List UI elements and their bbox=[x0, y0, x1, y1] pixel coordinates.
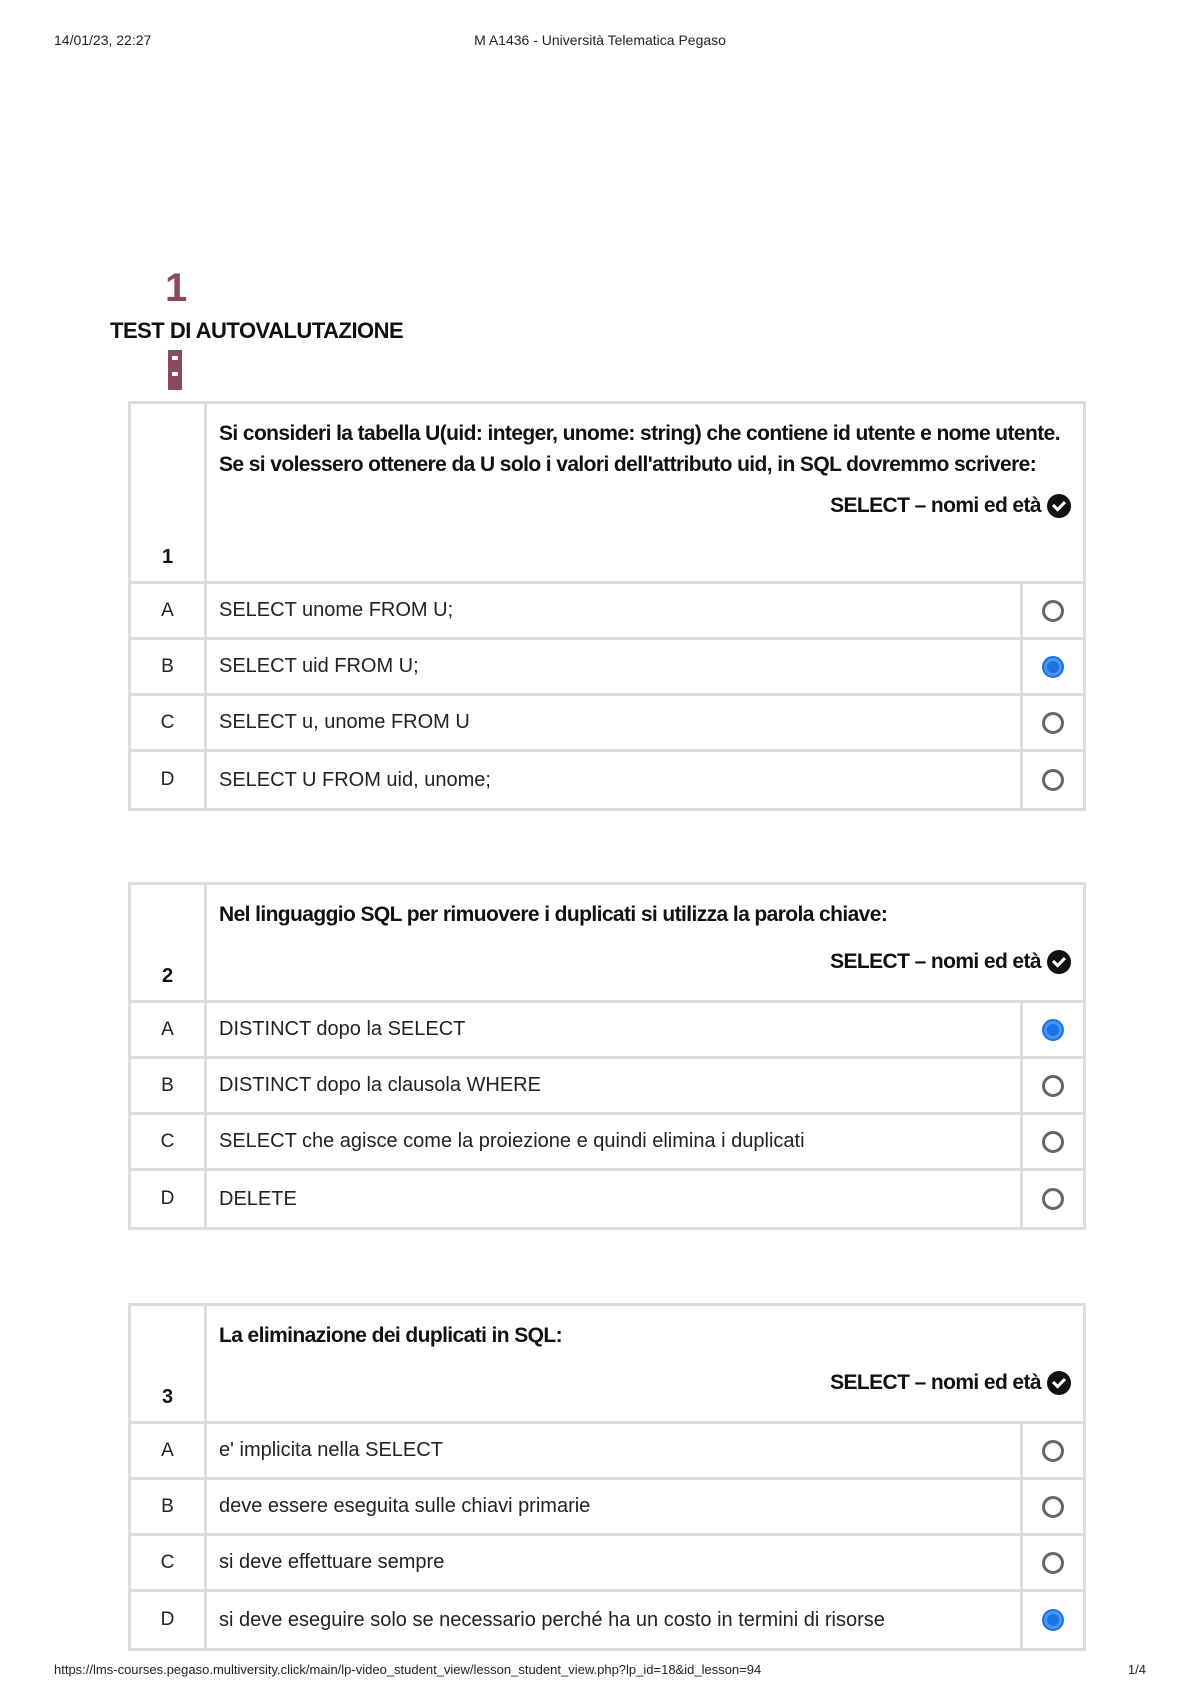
option-text: si deve eseguire solo se necessario perché ha un costo in termini di risorse bbox=[207, 1592, 1023, 1648]
question-topic-label: SELECT – nomi ed età bbox=[830, 494, 1041, 517]
radio-button-selected[interactable] bbox=[1042, 1609, 1064, 1631]
question-header bbox=[131, 885, 1083, 1003]
question-text: Nel linguaggio SQL per rimuovere i duplicati si utilizza la parola chiave: bbox=[219, 903, 888, 926]
question-topic bbox=[219, 950, 1071, 974]
radio-button-selected[interactable] bbox=[1042, 656, 1064, 678]
answer-option[interactable] bbox=[131, 1003, 1083, 1059]
option-text: DISTINCT dopo la clausola WHERE bbox=[207, 1059, 1023, 1112]
radio-button[interactable] bbox=[1042, 1075, 1064, 1097]
answer-option[interactable] bbox=[131, 1171, 1083, 1227]
option-letter: A bbox=[131, 1424, 207, 1477]
answer-option[interactable] bbox=[131, 1115, 1083, 1171]
option-text: DISTINCT dopo la SELECT bbox=[207, 1003, 1023, 1056]
check-circle-icon bbox=[1047, 494, 1071, 518]
option-letter: B bbox=[131, 1059, 207, 1112]
page-title: TEST DI AUTOVALUTAZIONE bbox=[110, 318, 404, 343]
radio-button[interactable] bbox=[1042, 1131, 1064, 1153]
option-text: SELECT u, unome FROM U bbox=[207, 696, 1023, 749]
question-number-cell bbox=[131, 885, 207, 1000]
option-text: DELETE bbox=[207, 1171, 1023, 1227]
question-body bbox=[207, 885, 1083, 1000]
question-number: 3 bbox=[161, 1386, 174, 1408]
radio-button[interactable] bbox=[1042, 769, 1064, 791]
option-letter: D bbox=[131, 752, 207, 808]
answer-option[interactable] bbox=[131, 1480, 1083, 1536]
answer-option[interactable] bbox=[131, 1536, 1083, 1592]
option-text: si deve effettuare sempre bbox=[207, 1536, 1023, 1589]
question-table-1 bbox=[128, 401, 1086, 811]
radio-button[interactable] bbox=[1042, 712, 1064, 734]
radio-button[interactable] bbox=[1042, 600, 1064, 622]
option-text: SELECT che agisce come la proiezione e quindi elimina i duplicati bbox=[207, 1115, 1023, 1168]
question-header bbox=[131, 404, 1083, 584]
page-count: 1/4 bbox=[1127, 1662, 1146, 1677]
option-letter: A bbox=[131, 584, 207, 637]
option-text: deve essere eseguita sulle chiavi primarie bbox=[207, 1480, 1023, 1533]
answer-option[interactable] bbox=[131, 1059, 1083, 1115]
option-letter: B bbox=[131, 1480, 207, 1533]
check-circle-icon bbox=[1047, 950, 1071, 974]
option-text: SELECT uid FROM U; bbox=[207, 640, 1023, 693]
question-number-cell bbox=[131, 404, 207, 581]
option-text: SELECT unome FROM U; bbox=[207, 584, 1023, 637]
answer-option[interactable] bbox=[131, 584, 1083, 640]
question-body bbox=[207, 404, 1083, 581]
page-url: https://lms-courses.pegaso.multiversity.click/main/lp-video_student_view/lesson_student_view.php?lp_id=18&id_lesson=94 bbox=[54, 1662, 762, 1677]
option-text: e' implicita nella SELECT bbox=[207, 1424, 1023, 1477]
question-topic-label: SELECT – nomi ed età bbox=[830, 950, 1041, 973]
check-circle-icon bbox=[1047, 1371, 1071, 1395]
option-text: SELECT U FROM uid, unome; bbox=[207, 752, 1023, 808]
radio-button[interactable] bbox=[1042, 1552, 1064, 1574]
answer-option[interactable] bbox=[131, 640, 1083, 696]
print-header bbox=[54, 32, 1146, 52]
question-table-3 bbox=[128, 1303, 1086, 1651]
radio-button[interactable] bbox=[1042, 1440, 1064, 1462]
option-letter: D bbox=[131, 1171, 207, 1227]
question-text: La eliminazione dei duplicati in SQL: bbox=[219, 1324, 563, 1347]
print-footer bbox=[54, 1662, 1146, 1682]
print-page-title: M A1436 - Università Telematica Pegaso bbox=[474, 32, 726, 48]
question-topic bbox=[219, 494, 1071, 518]
option-letter: C bbox=[131, 1536, 207, 1589]
question-table-2 bbox=[128, 882, 1086, 1230]
radio-button[interactable] bbox=[1042, 1496, 1064, 1518]
print-datetime: 14/01/23, 22:27 bbox=[54, 32, 152, 48]
answer-option[interactable] bbox=[131, 752, 1083, 808]
option-letter: C bbox=[131, 696, 207, 749]
radio-button[interactable] bbox=[1042, 1188, 1064, 1210]
question-body bbox=[207, 1306, 1083, 1421]
answer-option[interactable] bbox=[131, 1592, 1083, 1648]
answer-option[interactable] bbox=[131, 696, 1083, 752]
radio-button-selected[interactable] bbox=[1042, 1019, 1064, 1041]
question-topic-label: SELECT – nomi ed età bbox=[830, 1371, 1041, 1394]
option-letter: B bbox=[131, 640, 207, 693]
question-number-cell bbox=[131, 1306, 207, 1421]
question-number: 2 bbox=[161, 965, 174, 987]
question-topic bbox=[219, 1371, 1071, 1395]
option-letter: C bbox=[131, 1115, 207, 1168]
decorative-bar-icon bbox=[168, 350, 182, 390]
option-letter: A bbox=[131, 1003, 207, 1056]
answer-option[interactable] bbox=[131, 1424, 1083, 1480]
option-letter: D bbox=[131, 1592, 207, 1648]
question-number: 1 bbox=[161, 546, 174, 568]
question-header bbox=[131, 1306, 1083, 1424]
decorative-glyph: 1 bbox=[165, 266, 188, 310]
question-text: Si consideri la tabella U(uid: integer, unome: string) che contiene id utente e nome utente. Se si volessero ottenere da U solo i valori dell'attributo uid, in SQL dovremmo scrivere: bbox=[219, 422, 1060, 476]
